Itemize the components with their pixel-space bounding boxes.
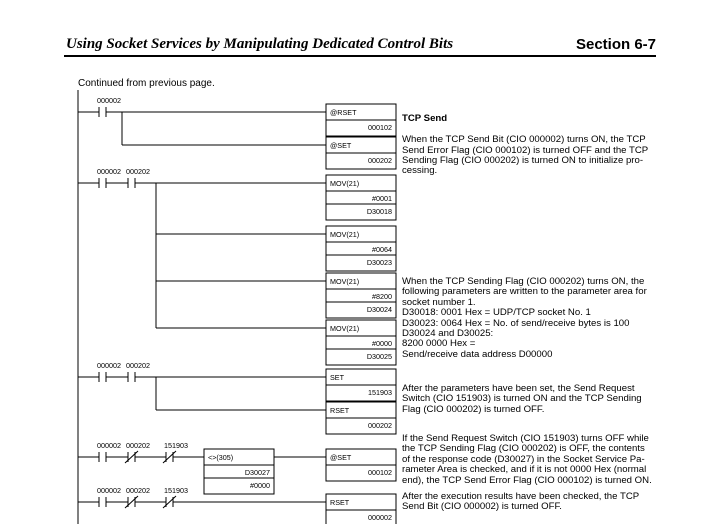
section-number: Section 6-7 bbox=[575, 36, 656, 53]
continued-label: Continued from previous page. bbox=[78, 78, 215, 89]
operand-value: D30024 bbox=[366, 305, 392, 314]
contact-address: 000002 bbox=[97, 486, 121, 495]
instruction-mnemonic: SET bbox=[330, 373, 344, 382]
contact-address: 000002 bbox=[97, 441, 121, 450]
operand-value: D30025 bbox=[366, 352, 392, 361]
instruction-mnemonic: RSET bbox=[330, 406, 350, 415]
operand-value: D30027 bbox=[244, 468, 270, 477]
operand-value: D30018 bbox=[366, 207, 392, 216]
instruction-mnemonic: @SET bbox=[330, 141, 352, 150]
contact-address: 151903 bbox=[164, 486, 188, 495]
instruction-mnemonic: @SET bbox=[330, 453, 352, 462]
operand-value: #8200 bbox=[372, 292, 392, 301]
header-title: Using Socket Services by Manipulating Dedicated Control Bits bbox=[66, 36, 454, 52]
contact-address: 000002 bbox=[97, 96, 121, 105]
contact-address: 151903 bbox=[164, 441, 188, 450]
contact-address: 000202 bbox=[126, 441, 150, 450]
instruction-mnemonic: MOV(21) bbox=[330, 230, 360, 239]
instruction-mnemonic: MOV(21) bbox=[330, 277, 360, 286]
note-parameters: When the TCP Sending Flag (CIO 000202) turns ON, the following parameters are written to the parameter area for socket number 1. D30018: 0001 Hex = UDP/TCP socket No. 1 D30023: 0064 Hex = No. of send/receive bytes is 100 D30024 and D30025: 8200 0000 Hex = Send/receive data address D00000 bbox=[402, 276, 647, 360]
operand-value: 000102 bbox=[368, 468, 392, 477]
contact-address: 000002 bbox=[97, 167, 121, 176]
operand-value: 000102 bbox=[368, 123, 392, 132]
contact-address: 000002 bbox=[97, 361, 121, 370]
note-tcp-send bbox=[402, 104, 648, 177]
operand-value: 000202 bbox=[368, 421, 392, 430]
instruction-mnemonic: <>(305) bbox=[208, 453, 234, 462]
operand-value: D30023 bbox=[366, 258, 392, 267]
operand-value: 000002 bbox=[368, 513, 392, 522]
contact-address: 000202 bbox=[126, 486, 150, 495]
operand-value: #0000 bbox=[250, 481, 270, 490]
operand-value: 000202 bbox=[368, 156, 392, 165]
operand-value: #0000 bbox=[372, 339, 392, 348]
instruction-mnemonic: MOV(21) bbox=[330, 179, 360, 188]
contact-address: 000202 bbox=[126, 361, 150, 370]
note-text: When the TCP Send Bit (CIO 000002) turns ON, the TCP Send Error Flag (CIO 000102) is turned OFF and the TCP Sending Flag (CIO 000202) is turned ON to initialize pro- cessing. bbox=[402, 134, 649, 177]
instruction-mnemonic: RSET bbox=[330, 498, 350, 507]
instruction-mnemonic: @RSET bbox=[330, 108, 357, 117]
note-title: TCP Send bbox=[402, 113, 448, 125]
contact-address: 000202 bbox=[126, 167, 150, 176]
note-send-request: After the parameters have been set, the Send Request Switch (CIO 151903) is turned ON and the TCP Sending Flag (CIO 000202) is turned OFF. bbox=[402, 383, 642, 415]
operand-value: #0001 bbox=[372, 194, 392, 203]
note-send-bit-off: After the execution results have been checked, the TCP Send Bit (CIO 000002) is turned OFF. bbox=[402, 491, 640, 513]
operand-value: #0064 bbox=[372, 245, 392, 254]
instruction-mnemonic: MOV(21) bbox=[330, 324, 360, 333]
operand-value: 151903 bbox=[368, 388, 392, 397]
note-response-check: If the Send Request Switch (CIO 151903) turns OFF while the TCP Sending Flag (CIO 000202) is OFF, the contents of the response code (D30027) in the Socket Service Pa- rameter Area is checked, and if it is not 0000 Hex (normal end), the TCP Send Error Flag (CIO 000102) is turned ON. bbox=[402, 433, 652, 486]
